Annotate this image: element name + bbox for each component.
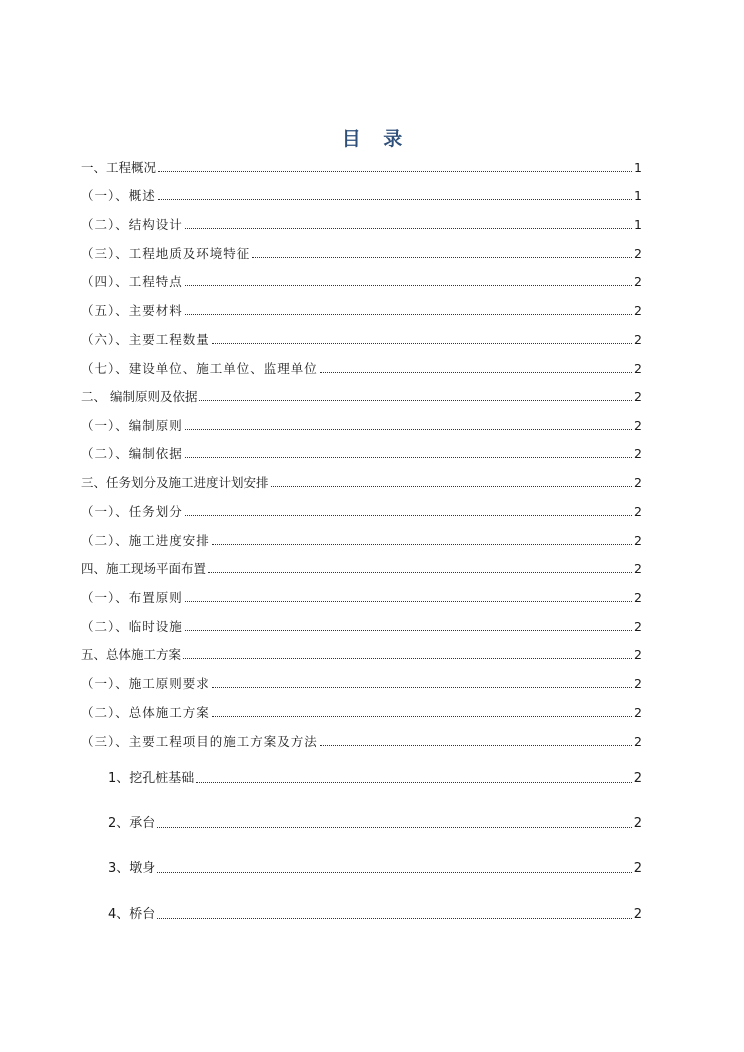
toc-entry-page: 2: [634, 446, 642, 461]
dot-leader: [212, 343, 632, 344]
toc-entry[interactable]: [81, 503, 642, 521]
toc-entry[interactable]: [81, 474, 642, 492]
toc-entry[interactable]: [81, 733, 642, 751]
toc-entry-page: 2: [634, 561, 642, 576]
toc-entry[interactable]: [108, 860, 642, 878]
toc-entry[interactable]: [81, 245, 642, 263]
toc-entry-page: 2: [634, 705, 642, 720]
toc-entry-page: 2: [634, 647, 642, 662]
toc-entry-label: （二）、临时设施: [81, 619, 183, 634]
toc-entry-page: 2: [634, 734, 642, 749]
dot-leader: [212, 544, 632, 545]
dot-leader: [199, 400, 632, 401]
toc-entry-label: （六）、主要工程数量: [81, 332, 210, 347]
toc-entry-label: （五）、主要材料: [81, 303, 183, 318]
toc-entry[interactable]: [81, 445, 642, 463]
toc-entry[interactable]: [108, 770, 642, 788]
toc-entry[interactable]: [81, 560, 642, 578]
toc-entry-page: 2: [633, 861, 642, 876]
dot-leader: [208, 572, 632, 573]
dot-leader: [252, 257, 632, 258]
toc-entry[interactable]: [81, 618, 642, 636]
toc-entry-page: 2: [634, 676, 642, 691]
toc-entry[interactable]: [81, 417, 642, 435]
toc-entry-page: 2: [634, 533, 642, 548]
toc-entry-page: 1: [634, 217, 642, 232]
toc-entry-label: （一）、编制原则: [81, 418, 183, 433]
dot-leader: [212, 687, 632, 688]
toc-entry-page: 2: [634, 590, 642, 605]
toc-entry-label: （二）、施工进度安排: [81, 533, 210, 548]
dot-leader: [185, 314, 632, 315]
toc-entry[interactable]: [81, 360, 642, 378]
dot-leader: [183, 658, 632, 659]
toc-entry-page: 2: [634, 246, 642, 261]
toc-entry[interactable]: [108, 906, 642, 924]
toc-entry-page: 2: [634, 274, 642, 289]
toc-entry[interactable]: [81, 532, 642, 550]
toc-entry-page: 2: [633, 907, 642, 922]
toc-entry[interactable]: [81, 704, 642, 722]
dot-leader: [185, 457, 632, 458]
toc-entry-page: 2: [634, 418, 642, 433]
toc-entry-page: 2: [633, 816, 642, 831]
toc-entry-label: （二）、编制依据: [81, 446, 183, 461]
dot-leader: [185, 285, 632, 286]
toc-entry-label: （一）、概述: [81, 188, 156, 203]
dot-leader: [196, 782, 631, 783]
toc-entry-label: 五、总体施工方案: [81, 647, 182, 662]
toc-entry-page: 2: [634, 332, 642, 347]
dot-leader: [271, 486, 633, 487]
dot-leader: [185, 429, 632, 430]
toc-entry-label: （三）、工程地质及环境特征: [81, 246, 251, 261]
toc-entry[interactable]: [81, 216, 642, 234]
dot-leader: [157, 918, 631, 919]
toc-entry[interactable]: [108, 815, 642, 833]
toc-entry[interactable]: [81, 331, 642, 349]
toc-entry-label: 三、任务划分及施工进度计划安排: [81, 475, 269, 490]
toc-entry-label: （一）、布置原则: [81, 590, 183, 605]
toc-entry-page: 2: [634, 504, 642, 519]
dot-leader: [320, 745, 632, 746]
toc-entry-label: （一）、施工原则要求: [81, 676, 210, 691]
toc-entry-page: 1: [634, 160, 642, 175]
toc-entry-page: 2: [634, 389, 642, 404]
dot-leader: [185, 601, 632, 602]
toc-entry[interactable]: [81, 273, 642, 291]
toc-entry-label: 四、施工现场平面布置: [81, 561, 207, 576]
toc-entry-label: 一、工程概况: [81, 160, 157, 175]
toc-entry-label: （四）、工程特点: [81, 274, 183, 289]
dot-leader: [185, 228, 632, 229]
toc-entry-label: （二）、总体施工方案: [81, 705, 210, 720]
dot-leader: [158, 199, 632, 200]
toc-entry[interactable]: [81, 675, 642, 693]
toc-entry[interactable]: [81, 159, 642, 177]
toc-entry-page: 2: [634, 361, 642, 376]
toc-entry-label: （三）、主要工程项目的施工方案及方法: [81, 734, 318, 749]
toc-entry[interactable]: [81, 589, 642, 607]
toc-entry-page: 2: [634, 303, 642, 318]
toc-entry-label: （二）、结构设计: [81, 217, 183, 232]
toc-entry-page: 2: [633, 771, 642, 786]
toc-entry[interactable]: [81, 388, 642, 406]
toc-title: 目 录: [341, 128, 411, 150]
toc-entry-label: 二、 编制原则及依据: [81, 389, 198, 404]
toc-entry-label: （七）、建设单位、施工单位、监理单位: [81, 361, 318, 376]
toc-entry-label: 1、挖孔桩基础: [108, 771, 195, 786]
toc-entry-label: （一）、任务划分: [81, 504, 183, 519]
toc-entry-page: 1: [634, 188, 642, 203]
dot-leader: [185, 515, 632, 516]
toc-entry[interactable]: [81, 646, 642, 664]
toc-entry-label: 2、承台: [108, 816, 156, 831]
toc-entry[interactable]: [81, 187, 642, 205]
dot-leader: [212, 716, 632, 717]
toc-entry-page: 2: [634, 475, 642, 490]
toc-entry-label: 4、桥台: [108, 907, 156, 922]
dot-leader: [157, 827, 631, 828]
dot-leader: [185, 630, 632, 631]
toc-entry-page: 2: [634, 619, 642, 634]
dot-leader: [157, 872, 631, 873]
dot-leader: [158, 171, 632, 172]
dot-leader: [320, 372, 632, 373]
toc-entry[interactable]: [81, 302, 642, 320]
toc-entry-label: 3、墩身: [108, 861, 156, 876]
